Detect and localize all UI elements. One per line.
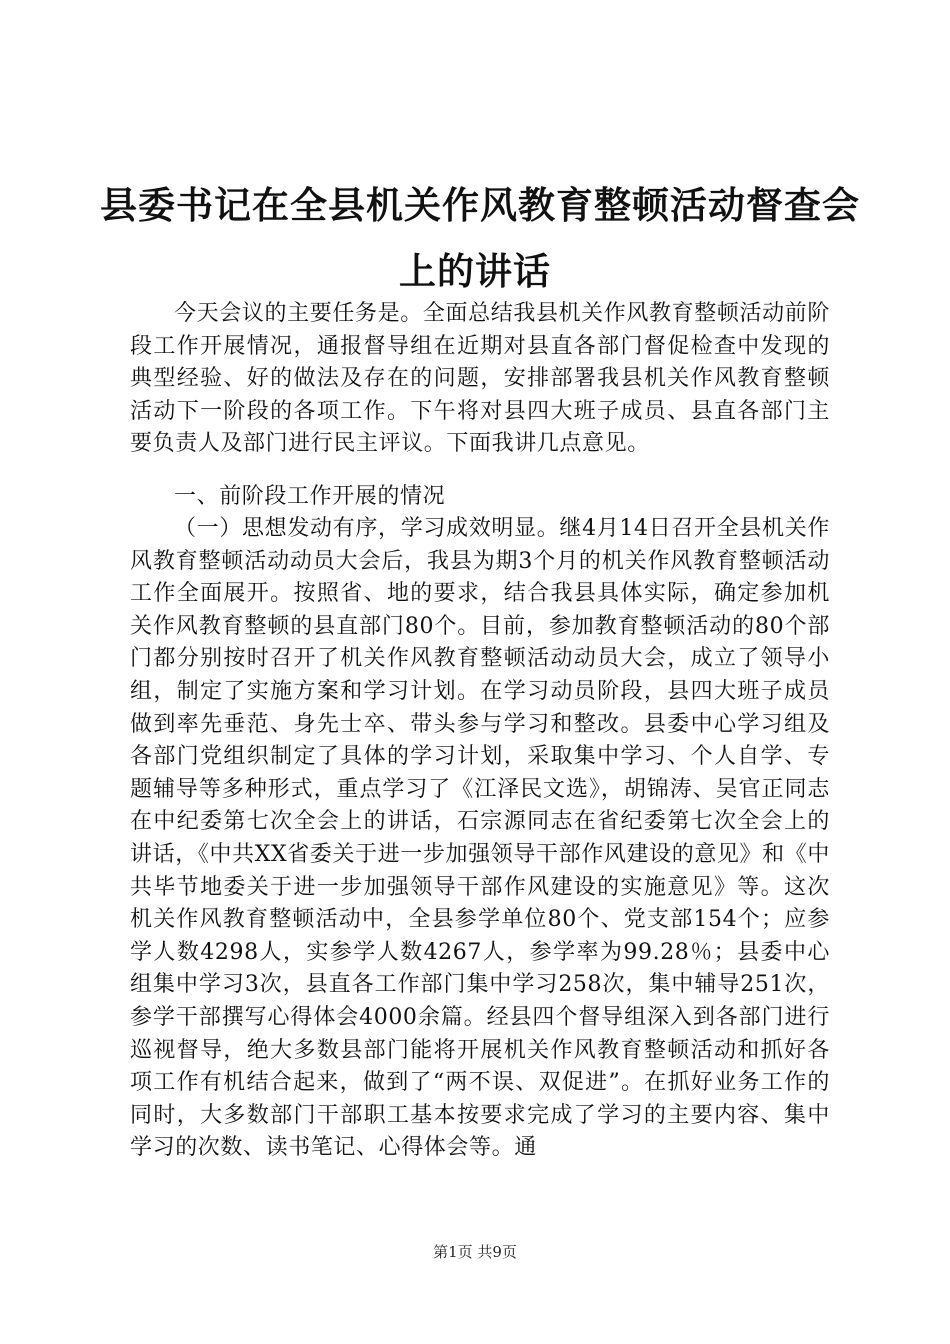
intro-paragraph-block bbox=[130, 298, 830, 461]
document-title-line-1: 县委书记在全县机关作风教育整顿活动督查会 bbox=[100, 183, 860, 227]
section-heading-1: 一、前阶段工作开展的情况 bbox=[174, 484, 446, 509]
document-title-line-2: 上的讲话 bbox=[399, 249, 551, 293]
section-heading-block bbox=[130, 481, 830, 514]
section-1-block bbox=[130, 513, 830, 1165]
intro-paragraph: 今天会议的主要任务是。全面总结我县机关作风教育整顿活动前阶段工作开展情况，通报督导组在近期对县直各部门督促检查中发现的典型经验、好的做法及存在的问题，安排部署我县机关作风教育整顿活动下一阶段的各项工作。下午将对县四大班子成员、县直各部门主要负责人及部门进行民主评议。下面我讲几点意见。 bbox=[130, 301, 830, 457]
section-1-paragraph: （一）思想发动有序，学习成效明显。继4月14日召开全县机关作风教育整顿活动动员大会后，我县为期3个月的机关作风教育整顿活动工作全面展开。按照省、地的要求，结合我县具体实际，确定参加机关作风教育整顿的县直部门80个。目前，参加教育整顿活动的80个部门都分别按时召开了机关作风教育整顿活动动员大会，成立了领导小组，制定了实施方案和学习计划。在学习动员阶段，县四大班子成员做到率先垂范、身先士卒、带头参与学习和整改。县委中心学习组及各部门党组织制定了具体的学习计划，采取集中学习、个人自学、专题辅导等多种形式，重点学习了《江泽民文选》，胡锦涛、吴官正同志在中纪委第七次全会上的讲话，石宗源同志在省纪委第七次全会上的讲话，《中共XX省委关于进一步加强领导干部作风建设的意见》和《中共毕节地委关于进一步加强领导干部作风建设的实施意见》等。这次机关作风教育整顿活动中，全县参学单位80个、党支部154个；应参学人数4298人，实参学人数4267人，参学率为99.28％；县委中心组集中学习3次，县直各工作部门集中学习258次，集中辅导251次，参学干部撰写心得体会4000余篇。经县四个督导组深入到各部门进行巡视督导，绝大多数县部门能将开展机关作风教育整顿活动和抓好各项工作有机结合起来，做到了“两不误、双促进”。在抓好业务工作的同时，大多数部门干部职工基本按要求完成了学习的主要内容、集中学习的次数、读书笔记、心得体会等。通 bbox=[130, 516, 830, 1161]
page-footer: 第1页 共9页 bbox=[433, 1243, 517, 1261]
